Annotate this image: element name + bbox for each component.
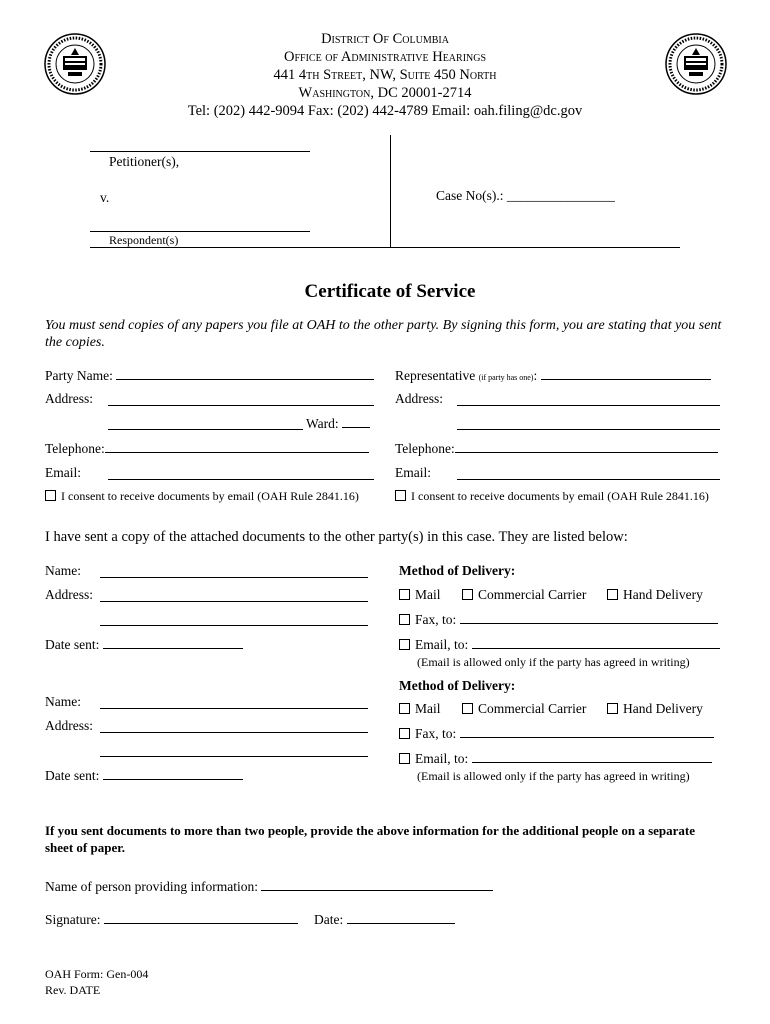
party-name-row[interactable] (45, 367, 374, 384)
delivery-1-email-note: (Email is allowed only if the party has agreed in writing) (417, 655, 690, 669)
delivery-2-fax-label: Fax, to: (415, 726, 457, 741)
delivery-1-hand-option[interactable] (607, 587, 703, 603)
delivery-2-carrier-checkbox[interactable] (462, 703, 473, 714)
signature-date-row[interactable] (314, 911, 455, 928)
signature-label: Signature: (45, 912, 101, 927)
representative-note: (if party has one) (478, 373, 534, 382)
recipient-2-name-label: Name: (45, 694, 81, 709)
delivery-2-carrier-label: Commercial Carrier (478, 701, 587, 716)
delivery-2-fax-option[interactable] (399, 725, 714, 742)
delivery-1-email-label: Email, to: (415, 637, 469, 652)
header-street-line: 441 4th Street, NW, Suite 450 North (273, 67, 497, 83)
representative-consent-row[interactable] (395, 489, 709, 504)
delivery-2-email-checkbox[interactable] (399, 753, 410, 764)
representative-telephone-row[interactable] (395, 440, 718, 457)
case-number-field[interactable]: Case No(s).: ________________ (436, 188, 615, 203)
party-name-label: Party Name: (45, 368, 113, 383)
party-ward-field[interactable] (342, 415, 370, 428)
recipient-1-address-line-1[interactable] (100, 601, 368, 602)
recipient-2-address-label: Address: (45, 718, 93, 733)
delivery-1-mail-label: Mail (415, 587, 441, 602)
delivery-2-carrier-option[interactable] (462, 701, 586, 717)
recipient-2-date-field[interactable] (103, 767, 243, 780)
delivery-1-fax-field[interactable] (460, 611, 718, 624)
petitioner-line[interactable] (90, 151, 310, 152)
party-ward-label: Ward: (306, 416, 339, 431)
delivery-2-hand-option[interactable] (607, 701, 703, 717)
signature-row[interactable] (45, 911, 298, 928)
representative-address-label: Address: (395, 391, 443, 406)
recipient-1-name-field[interactable] (100, 577, 368, 578)
recipient-1-date-label: Date sent: (45, 637, 100, 652)
signature-date-field[interactable] (347, 911, 455, 924)
delivery-1-carrier-checkbox[interactable] (462, 589, 473, 600)
recipient-2-date-label: Date sent: (45, 768, 100, 783)
signature-date-label: Date: (314, 912, 344, 927)
page-title: Certificate of Service (304, 281, 476, 302)
delivery-1-fax-label: Fax, to: (415, 612, 457, 627)
delivery-1-email-option[interactable] (399, 636, 720, 653)
delivery-2-email-note: (Email is allowed only if the party has agreed in writing) (417, 769, 690, 783)
header-office-line: Office of Administrative Hearings (283, 49, 487, 65)
delivery-2-fax-checkbox[interactable] (399, 728, 410, 739)
representative-consent-checkbox[interactable] (395, 490, 406, 501)
delivery-1-email-field[interactable] (472, 636, 720, 649)
recipient-2-address-line-1[interactable] (100, 732, 368, 733)
delivery-2-email-option[interactable] (399, 750, 712, 767)
party-consent-row[interactable] (45, 489, 359, 504)
recipient-1-address-line-2[interactable] (100, 625, 368, 626)
delivery-1-fax-option[interactable] (399, 611, 718, 628)
respondent-line[interactable] (90, 231, 310, 232)
recipient-2-name-field[interactable] (100, 708, 368, 709)
delivery-2-mail-checkbox[interactable] (399, 703, 410, 714)
form-id: OAH Form: Gen-004 (45, 967, 149, 981)
delivery-2-email-label: Email, to: (415, 751, 469, 766)
representative-colon: : (533, 368, 538, 383)
party-address-line-1[interactable] (108, 405, 374, 406)
representative-email-field[interactable] (457, 479, 720, 480)
caption-divider (390, 135, 391, 248)
delivery-2-mail-option[interactable] (399, 701, 441, 717)
recipient-2-address-line-2[interactable] (100, 756, 368, 757)
respondent-label: Respondent(s) (109, 233, 179, 247)
recipient-1-name-label: Name: (45, 563, 81, 578)
delivery-2-fax-field[interactable] (460, 725, 714, 738)
representative-email-label: Email: (395, 465, 431, 480)
provider-row[interactable] (45, 878, 493, 895)
representative-row[interactable] (395, 367, 711, 384)
header-contact-line: Tel: (202) 442-9094 Fax: (202) 442-4789 Email: oah.filing@dc.gov (187, 103, 583, 119)
party-email-label: Email: (45, 465, 81, 480)
recipient-1-date-field[interactable] (103, 636, 243, 649)
delivery-1-fax-checkbox[interactable] (399, 614, 410, 625)
delivery-2-heading: Method of Delivery: (399, 678, 516, 693)
petitioner-label: Petitioner(s), (109, 154, 180, 169)
delivery-2-mail-label: Mail (415, 701, 441, 716)
delivery-1-hand-label: Hand Delivery (623, 587, 703, 602)
delivery-1-carrier-label: Commercial Carrier (478, 587, 587, 602)
party-email-field[interactable] (108, 479, 374, 480)
versus-label: v. (100, 190, 110, 205)
representative-address-line-2[interactable] (457, 429, 720, 430)
representative-address-line-1[interactable] (457, 405, 720, 406)
delivery-2-hand-checkbox[interactable] (607, 703, 618, 714)
header-agency-line: District Of Columbia (321, 31, 449, 47)
delivery-1-carrier-option[interactable] (462, 587, 586, 603)
party-consent-checkbox[interactable] (45, 490, 56, 501)
header-city-line: Washington, DC 20001-2714 (298, 85, 472, 101)
party-address-label: Address: (45, 391, 93, 406)
representative-consent-label: I consent to receive documents by email (OAH Rule 2841.16) (411, 489, 709, 503)
caption-bottom-rule (90, 247, 680, 248)
intro-text: You must send copies of any papers you file at OAH to the other party. By signing this form, you are stating that you sent the copies. (45, 318, 722, 350)
party-telephone-field[interactable] (105, 440, 369, 453)
delivery-1-hand-checkbox[interactable] (607, 589, 618, 600)
delivery-1-heading: Method of Delivery: (399, 563, 516, 578)
representative-telephone-label: Telephone: (395, 441, 455, 456)
recipient-2-date-row[interactable] (45, 767, 243, 784)
party-address-line-2[interactable] (108, 429, 303, 430)
delivery-2-hand-label: Hand Delivery (623, 701, 703, 716)
provider-field[interactable] (261, 878, 493, 891)
sent-statement: I have sent a copy of the attached documents to the other party(s) in this case. They are listed below: (45, 529, 628, 545)
delivery-1-email-checkbox[interactable] (399, 639, 410, 650)
party-name-field[interactable] (116, 367, 374, 380)
delivery-1-mail-option[interactable] (399, 587, 441, 603)
recipient-1-date-row[interactable] (45, 636, 243, 653)
form-revision: Rev. DATE (45, 983, 101, 997)
representative-name-field[interactable] (541, 367, 711, 380)
delivery-1-mail-checkbox[interactable] (399, 589, 410, 600)
delivery-2-email-field[interactable] (472, 750, 712, 763)
party-ward-row[interactable] (306, 415, 370, 432)
additional-recipients-note: If you sent documents to more than two people, provide the above information for the additional people on a separate sheet of paper. (45, 823, 695, 855)
recipient-1-address-label: Address: (45, 587, 93, 602)
representative-telephone-field[interactable] (455, 440, 718, 453)
party-telephone-row[interactable] (45, 440, 369, 457)
representative-label: Representative (395, 368, 476, 383)
provider-label: Name of person providing information: (45, 879, 258, 894)
signature-field[interactable] (104, 911, 298, 924)
party-consent-label: I consent to receive documents by email (OAH Rule 2841.16) (61, 489, 359, 503)
party-telephone-label: Telephone: (45, 441, 105, 456)
